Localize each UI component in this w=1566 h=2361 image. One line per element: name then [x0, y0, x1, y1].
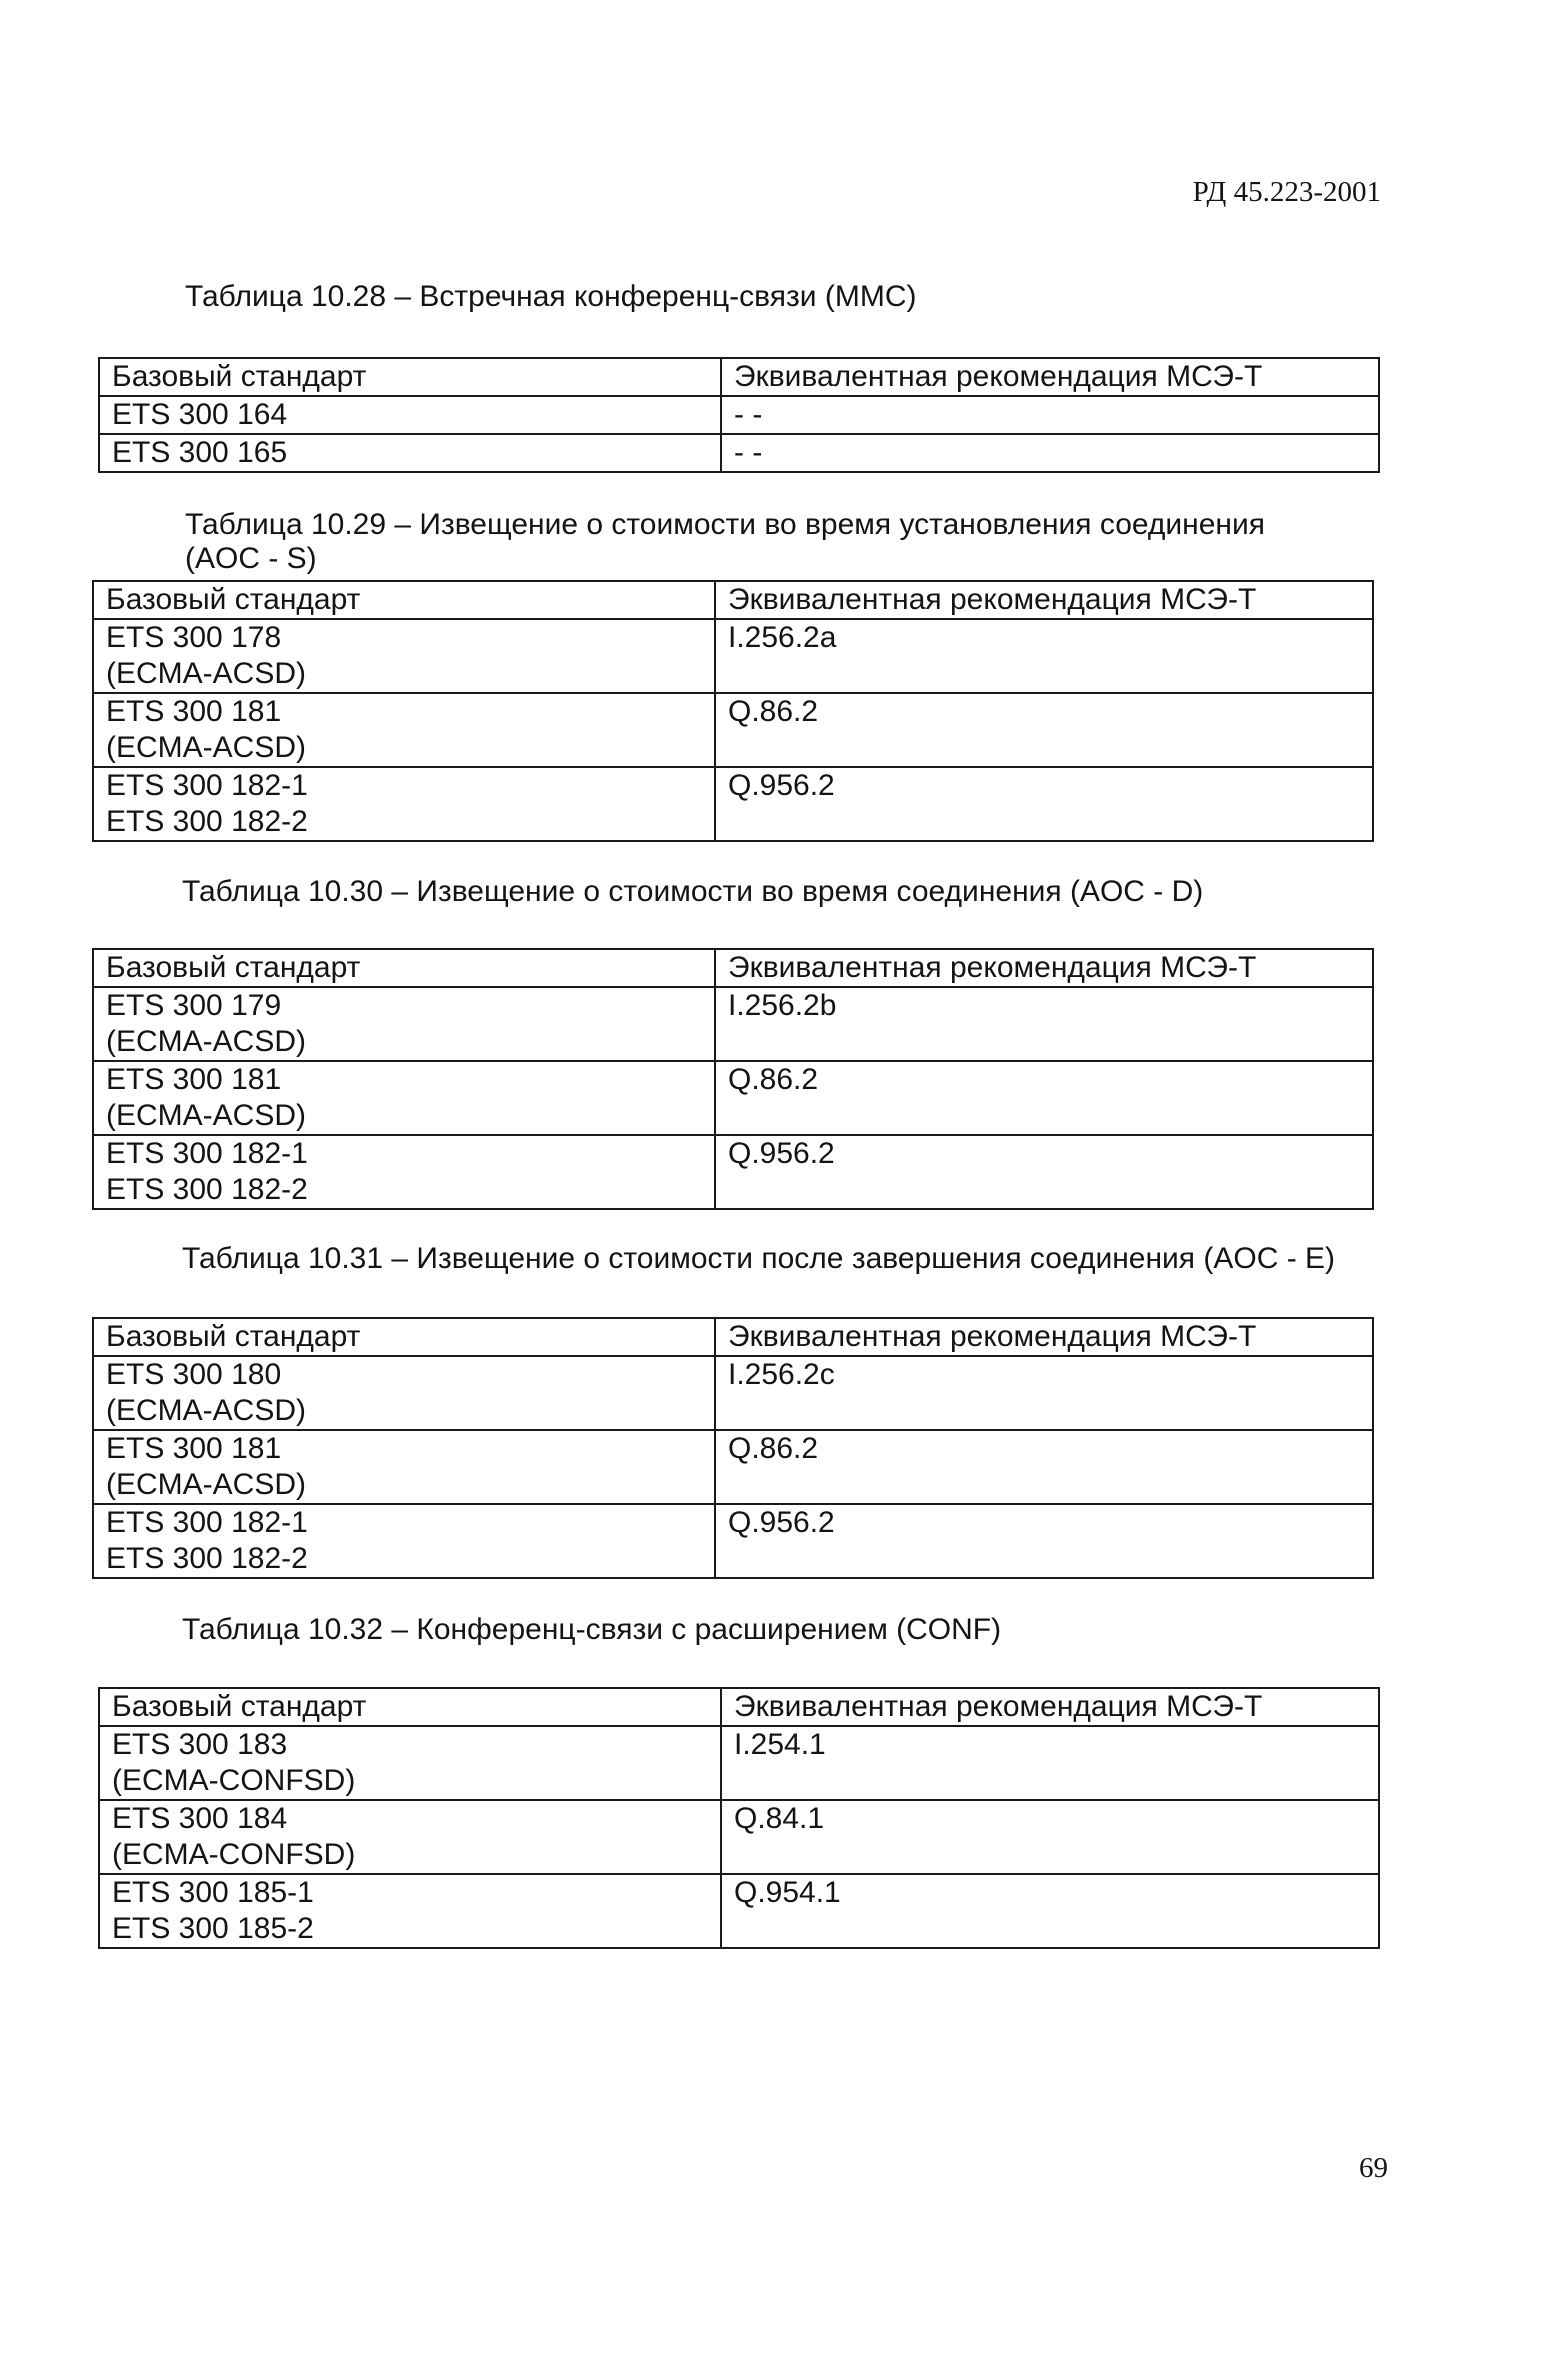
standards-table: [92, 580, 1374, 842]
document-code: РД 45.223-2001: [1192, 176, 1381, 208]
cell-text: ETS 300 182-2: [106, 805, 308, 838]
header-cell: Базовый стандарт: [99, 358, 721, 396]
table-row: [93, 1135, 1373, 1209]
itu-recommendation-cell: [715, 1135, 1373, 1209]
cell-text: - -: [734, 436, 763, 469]
page-number: 69: [1359, 2152, 1388, 2184]
itu-recommendation-cell: [721, 1726, 1379, 1800]
table-row: [93, 619, 1373, 693]
cell-text: ETS 300 165: [112, 436, 288, 469]
table-caption: Таблица 10.28 – Встречная конференц-связи (ММС): [185, 280, 917, 313]
cell-text: Q.86.2: [728, 1063, 819, 1096]
cell-text: - -: [734, 398, 763, 431]
cell-text: ETS 300 180: [106, 1358, 282, 1391]
cell-text: (ECMA-CONFSD): [112, 1838, 356, 1871]
table-row: [99, 396, 1379, 434]
cell-text: I.256.2b: [728, 989, 837, 1022]
base-standard-cell: [93, 767, 715, 841]
header-cell: Эквивалентная рекомендация МСЭ-Т: [715, 581, 1373, 619]
table-row: [93, 1430, 1373, 1504]
cell-text: ETS 300 185-1: [112, 1876, 314, 1909]
table-row: [93, 1504, 1373, 1578]
cell-text: ETS 300 182-1: [106, 1137, 308, 1170]
cell-text: ETS 300 179: [106, 989, 282, 1022]
itu-recommendation-cell: [715, 619, 1373, 693]
table-row: [93, 987, 1373, 1061]
header-cell: Эквивалентная рекомендация МСЭ-Т: [715, 1318, 1373, 1356]
base-standard-cell: [99, 1874, 721, 1948]
base-standard-cell: [93, 693, 715, 767]
base-standard-cell: [93, 987, 715, 1061]
cell-text: (ECMA-ACSD): [106, 657, 306, 690]
base-standard-cell: [93, 1135, 715, 1209]
table-caption: Таблица 10.29 – Извещение о стоимости во время установления соединения: [185, 508, 1265, 541]
base-standard-cell: [93, 1061, 715, 1135]
itu-recommendation-cell: [715, 1061, 1373, 1135]
base-standard-cell: [93, 619, 715, 693]
itu-recommendation-cell: [715, 1356, 1373, 1430]
cell-text: I.256.2a: [728, 621, 837, 654]
itu-recommendation-cell: [715, 767, 1373, 841]
cell-text: ETS 300 181: [106, 695, 282, 728]
cell-text: ETS 300 181: [106, 1063, 282, 1096]
cell-text: ETS 300 182-1: [106, 769, 308, 802]
base-standard-cell: [93, 1504, 715, 1578]
table-caption: Таблица 10.32 – Конференц-связи с расширением (CONF): [182, 1613, 1002, 1646]
cell-text: ETS 300 184: [112, 1802, 288, 1835]
itu-recommendation-cell: [715, 987, 1373, 1061]
cell-text: ETS 300 182-2: [106, 1173, 308, 1206]
cell-text: ETS 300 181: [106, 1432, 282, 1465]
cell-text: ETS 300 182-1: [106, 1506, 308, 1539]
cell-text: ETS 300 185-2: [112, 1912, 314, 1945]
header-cell: Базовый стандарт: [99, 1688, 721, 1726]
cell-text: Q.956.2: [728, 1137, 835, 1170]
table-header-row: [99, 358, 1379, 396]
cell-text: Q.956.2: [728, 1506, 835, 1539]
cell-text: ETS 300 178: [106, 621, 282, 654]
itu-recommendation-cell: [721, 396, 1379, 434]
standards-table: [98, 1687, 1380, 1949]
table-header-row: [93, 581, 1373, 619]
cell-text: ETS 300 182-2: [106, 1542, 308, 1575]
cell-text: ETS 300 164: [112, 398, 288, 431]
cell-text: I.256.2c: [728, 1358, 835, 1391]
table-row: [99, 434, 1379, 472]
standards-table: [98, 357, 1380, 473]
itu-recommendation-cell: [715, 1504, 1373, 1578]
header-cell: Эквивалентная рекомендация МСЭ-Т: [715, 949, 1373, 987]
itu-recommendation-cell: [715, 693, 1373, 767]
table-row: [93, 1061, 1373, 1135]
cell-text: (ECMA-ACSD): [106, 1025, 306, 1058]
header-cell: Базовый стандарт: [93, 949, 715, 987]
base-standard-cell: [99, 434, 721, 472]
itu-recommendation-cell: [721, 1874, 1379, 1948]
table-header-row: [93, 949, 1373, 987]
header-cell: Базовый стандарт: [93, 581, 715, 619]
cell-text: Q.86.2: [728, 695, 819, 728]
header-cell: Эквивалентная рекомендация МСЭ-Т: [721, 358, 1379, 396]
table-caption-continuation: (AOC - S): [185, 542, 317, 575]
base-standard-cell: [99, 1726, 721, 1800]
cell-text: Q.86.2: [728, 1432, 819, 1465]
cell-text: (ECMA-ACSD): [106, 1468, 306, 1501]
base-standard-cell: [93, 1430, 715, 1504]
cell-text: (ECMA-CONFSD): [112, 1764, 356, 1797]
cell-text: Q.84.1: [734, 1802, 825, 1835]
table-row: [93, 693, 1373, 767]
base-standard-cell: [93, 1356, 715, 1430]
standards-table: [92, 948, 1374, 1210]
standards-table: [92, 1317, 1374, 1579]
base-standard-cell: [99, 1800, 721, 1874]
header-cell: Базовый стандарт: [93, 1318, 715, 1356]
cell-text: I.254.1: [734, 1728, 826, 1761]
table-caption: Таблица 10.30 – Извещение о стоимости во время соединения (AOC - D): [182, 875, 1204, 908]
cell-text: (ECMA-ACSD): [106, 1099, 306, 1132]
itu-recommendation-cell: [721, 434, 1379, 472]
table-row: [93, 1356, 1373, 1430]
table-row: [93, 767, 1373, 841]
table-row: [99, 1726, 1379, 1800]
table-row: [99, 1874, 1379, 1948]
table-header-row: [99, 1688, 1379, 1726]
table-header-row: [93, 1318, 1373, 1356]
cell-text: (ECMA-ACSD): [106, 731, 306, 764]
header-cell: Эквивалентная рекомендация МСЭ-Т: [721, 1688, 1379, 1726]
cell-text: ETS 300 183: [112, 1728, 288, 1761]
cell-text: Q.956.2: [728, 769, 835, 802]
base-standard-cell: [99, 396, 721, 434]
itu-recommendation-cell: [721, 1800, 1379, 1874]
itu-recommendation-cell: [715, 1430, 1373, 1504]
table-caption: Таблица 10.31 – Извещение о стоимости после завершения соединения (AOC - E): [182, 1242, 1336, 1275]
table-row: [99, 1800, 1379, 1874]
cell-text: Q.954.1: [734, 1876, 841, 1909]
cell-text: (ECMA-ACSD): [106, 1394, 306, 1427]
